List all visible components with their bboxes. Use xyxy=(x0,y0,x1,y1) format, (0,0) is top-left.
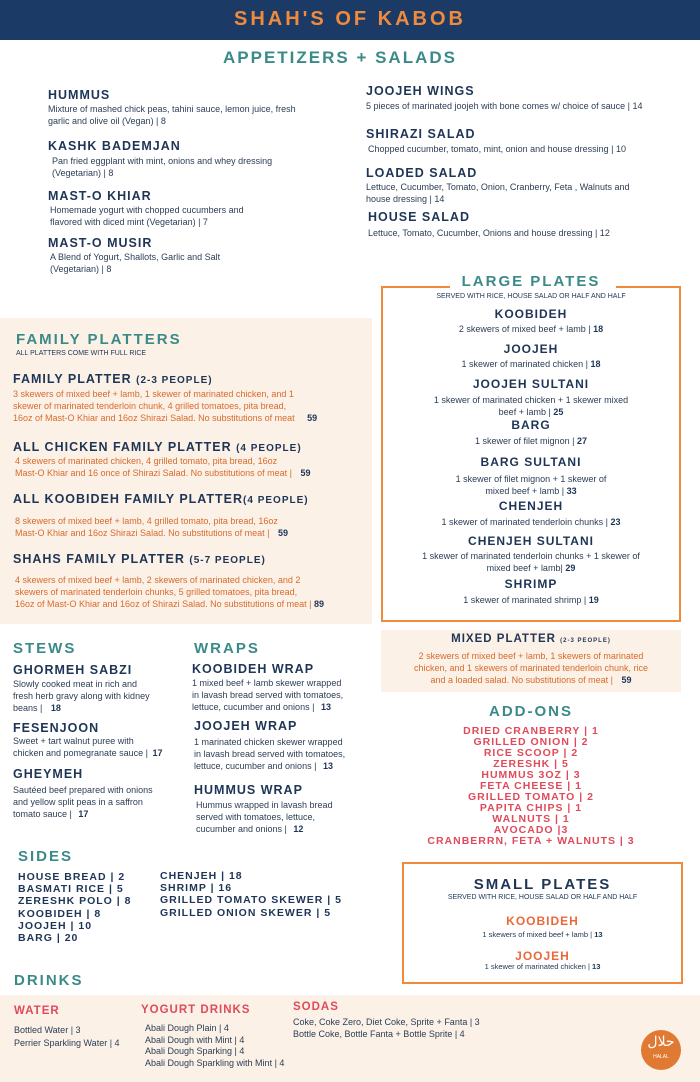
addons-title: ADD-ONS xyxy=(489,703,573,720)
small-koobideh-name: KOOBIDEH xyxy=(506,914,579,928)
small-title: SMALL PLATES xyxy=(473,876,612,893)
addon-item: PAPITA CHIPS | 1 xyxy=(479,802,583,814)
small-joojeh-name: JOOJEH xyxy=(515,949,570,963)
family-platter-desc: 3 skewers of mixed beef + lamb, 1 skewer of marinated chicken, and 1 skewer of marinated tenderloin chunk, 4 grilled tomatoes, pita bread, 16oz of Mast-O Khiar and 16oz Shirazi Salad. No substitutions of meat 59 xyxy=(13,389,318,423)
item-mastokhiar-desc: Homemade yogurt with chopped cucumbers and flavored with diced mint (Vegetarian) | 7 xyxy=(50,205,244,227)
item-housesalad-name: HOUSE SALAD xyxy=(368,210,470,224)
appetizers-title: APPETIZERS + SALADS xyxy=(222,48,457,67)
item-joojehwings-name: JOOJEH WINGS xyxy=(366,84,475,98)
side-item: BARG | 20 xyxy=(18,932,79,945)
yogurt-title: YOGURT DRINKS xyxy=(141,1004,251,1016)
addon-item: HUMMUS 3OZ | 3 xyxy=(481,769,581,781)
sodas-list: Coke, Coke Zero, Diet Coke, Sprite + Fanta | 3 Bottle Coke, Bottle Fanta + Bottle Sprite | 4 xyxy=(293,1017,480,1039)
family-title: FAMILY PLATTERS xyxy=(16,331,182,348)
side-item: BASMATI RICE | 5 xyxy=(18,883,124,896)
item-kashk-name: KASHK BADEMJAN xyxy=(48,139,181,153)
family-subtitle: ALL PLATTERS COME WITH FULL RICE xyxy=(16,350,147,357)
side-item: ZERESHK POLO | 8 xyxy=(18,895,132,908)
addon-item: GRILLED TOMATO | 2 xyxy=(468,791,594,803)
large-items: KOOBIDEH 2 skewers of mixed beef + lamb | 18 JOOJEH 1 skewer of marinated chicken | 18 JOOJEH SULTANI 1 skewer of marinated chicken + 1 skewer mixed beef + lamb | 25 BARG 1 skewer of filet mignon | 27 BARG SULTANI 1 skewer of filet mignon + 1 skewer of mixed beef + lamb | 33 CHENJEH 1 skewer of marinated tenderloin chunks | 23 CHENJEH SULTANI 1 skewer of marinated tenderloin chunks + 1 skewer of mixed beef + lamb| 29 SHRIMP 1 skewer of marinated shrimp | 19 xyxy=(422,307,640,605)
wrap-hummus-name: HUMMUS WRAP xyxy=(194,783,303,797)
item-mastomusir-desc: A Blend of Yogurt, Shallots, Garlic and Salt (Vegetarian) | 8 xyxy=(50,252,221,274)
stew-gheymeh-name: GHEYMEH xyxy=(13,767,84,781)
addon-item: WALNUTS | 1 xyxy=(492,813,570,825)
side-item: JOOJEH | 10 xyxy=(18,919,93,932)
chicken-family-platter-name: ALL CHICKEN FAMILY PLATTER (4 PEOPLE) xyxy=(13,440,302,454)
wrap-joojeh-desc: 1 marinated chicken skewer wrapped in lavash bread served with tomatoes, lettuce, cucumber and onions | 13 xyxy=(194,737,346,771)
restaurant-title: SHAH'S OF KABOB xyxy=(234,8,466,30)
stew-ghormeh-desc: Slowly cooked meat in rich and fresh herb gravy along with kidney beans | 18 xyxy=(13,679,150,713)
item-mastomusir-name: MAST-O MUSIR xyxy=(48,236,153,250)
item-hummus-name: HUMMUS xyxy=(48,88,111,102)
addon-item: FETA CHEESE | 1 xyxy=(480,780,582,792)
wrap-koobideh-desc: 1 mixed beef + lamb skewer wrapped in lavash bread served with tomatoes, lettuce, cucumber and onions | 13 xyxy=(192,678,344,712)
addon-item: ZERESHK | 5 xyxy=(493,758,569,770)
item-mastokhiar-name: MAST-O KHIAR xyxy=(48,189,152,203)
koobideh-family-platter-desc: 8 skewers of mixed beef + lamb, 4 grilled tomato, pita bread, 16oz Mast-O Khiar and 16oz Shirazi Salad. No substitutions of meat | 59 xyxy=(15,516,288,538)
item-shirazi-desc: Chopped cucumber, tomato, mint, onion and house dressing | 10 xyxy=(368,144,626,154)
koobideh-family-platter-name: ALL KOOBIDEH FAMILY PLATTER(4 PEOPLE) xyxy=(13,492,309,506)
addon-item: CRANBERRN, FETA + WALNUTS | 3 xyxy=(427,835,635,847)
mixed-platter-desc: 2 skewers of mixed beef + lamb, 1 skewers of marinated chicken, and 1 skewers of marinated tenderloin chunk, rice and a loaded salad. No substitutions of meat | 59 xyxy=(413,651,649,685)
water-list: Bottled Water | 3 Perrier Sparkling Water | 4 xyxy=(14,1025,120,1048)
side-item: GRILLED TOMATO SKEWER | 5 xyxy=(160,894,342,907)
wraps-title: WRAPS xyxy=(194,640,260,657)
item-hummus-desc: Mixture of mashed chick peas, tahini sauce, lemon juice, fresh garlic and olive oil (Vegan) | 8 xyxy=(48,104,296,126)
side-item: KOOBIDEH | 8 xyxy=(18,907,102,920)
stew-fesenjoon-desc: Sweet + tart walnut puree with chicken and pomegranate sauce | 17 xyxy=(13,736,163,758)
stew-ghormeh-name: GHORMEH SABZI xyxy=(13,663,133,677)
item-joojehwings-desc: 5 pieces of marinated joojeh with bone comes w/ choice of sauce | 14 xyxy=(366,101,643,111)
wrap-hummus-desc: Hummus wrapped in lavash bread served with tomatoes, lettuce, cucumber and onions | 12 xyxy=(196,800,333,834)
shahs-family-platter-name: SHAHS FAMILY PLATTER (5-7 PEOPLE) xyxy=(13,552,266,566)
sides-title: SIDES xyxy=(18,848,74,865)
stew-fesenjoon-name: FESENJOON xyxy=(13,721,100,735)
addons-list xyxy=(381,726,681,847)
sodas-title: SODAS xyxy=(293,1001,339,1013)
item-kashk-desc: Pan fried eggplant with mint, onions and whey dressing (Vegetarian) | 8 xyxy=(52,156,273,178)
side-item: GRILLED ONION SKEWER | 5 xyxy=(160,906,332,919)
side-item: CHENJEH | 18 xyxy=(160,870,243,882)
wrap-joojeh-name: JOOJEH WRAP xyxy=(194,719,298,733)
water-title: WATER xyxy=(14,1005,60,1017)
large-title: LARGE PLATES xyxy=(461,273,601,290)
halal-badge-icon: حلال HALAL xyxy=(641,1030,681,1070)
mixed-platter-name: MIXED PLATTER (2-3 PEOPLE) xyxy=(451,633,611,645)
stew-gheymeh-desc: Sautéed beef prepared with onions and yellow split peas in a saffron tomato sauce | 17 xyxy=(13,785,153,819)
item-loaded-name: LOADED SALAD xyxy=(366,166,478,180)
shahs-family-platter-desc: 4 skewers of mixed beef + lamb, 2 skewers of marinated chicken, and 2 skewers of marinated tenderloin chunks, 5 grilled tomatoes, pita bread, 16oz of Mast-O Khiar and 16oz of Shirazi Salad. No substitutions of meat | 89 xyxy=(15,575,325,609)
small-koobideh-desc: 1 skewers of mixed beef + lamb | 13 xyxy=(482,930,603,939)
item-shirazi-name: SHIRAZI SALAD xyxy=(366,127,476,141)
drinks-title: DRINKS xyxy=(14,972,84,989)
addon-item: GRILLED ONION | 2 xyxy=(473,736,589,748)
addon-item: DRIED CRANBERRY | 1 xyxy=(463,725,599,737)
item-housesalad-desc: Lettuce, Tomato, Cucumber, Onions and house dressing | 12 xyxy=(368,228,610,238)
stews-title: STEWS xyxy=(13,640,77,657)
small-joojeh-desc: 1 skewer of marinated chicken | 13 xyxy=(484,962,601,971)
item-loaded-desc: Lettuce, Cucumber, Tomato, Onion, Cranberry, Feta , Walnuts and house dressing | 14 xyxy=(366,182,630,204)
large-subtitle: SERVED WITH RICE, HOUSE SALAD OR HALF AND HALF xyxy=(436,293,626,300)
addon-item: AVOCADO |3 xyxy=(493,824,569,836)
wrap-koobideh-name: KOOBIDEH WRAP xyxy=(192,662,315,676)
chicken-family-platter-desc: 4 skewers of marinated chicken, 4 grilled tomato, pita bread, 16oz Mast-O Khiar and 16 once of Shirazi Salad. No substitutions of meat | 59 xyxy=(15,456,311,478)
side-item: HOUSE BREAD | 2 xyxy=(18,871,126,883)
small-subtitle: SERVED WITH RICE, HOUSE SALAD OR HALF AND HALF xyxy=(447,894,638,901)
sides-col1 xyxy=(18,871,131,944)
yogurt-list: Abali Dough Plain | 4 Abali Dough with Mint | 4 Abali Dough Sparking | 4 Abali Dough Sparkling with Mint | 4 xyxy=(145,1023,285,1068)
sides-col2 xyxy=(160,870,342,919)
family-platter-name: FAMILY PLATTER (2-3 PEOPLE) xyxy=(13,372,213,386)
addon-item: RICE SCOOP | 2 xyxy=(483,747,579,759)
side-item: SHRIMP | 16 xyxy=(160,882,233,895)
